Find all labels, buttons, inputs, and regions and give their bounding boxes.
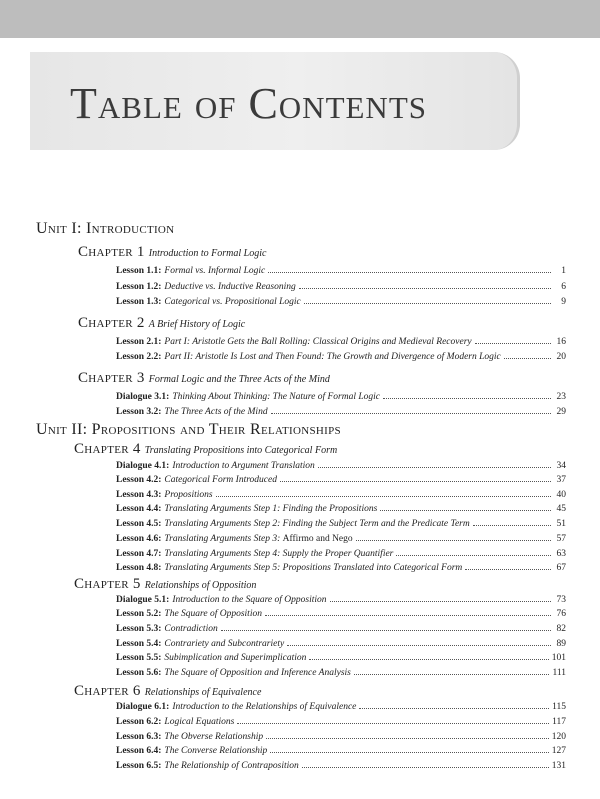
entry-label: Lesson 2.2: xyxy=(116,352,162,362)
chapter-heading xyxy=(78,314,245,332)
entry-title: The Square of Opposition and Inference Analysis xyxy=(164,668,351,678)
entry-title: The Three Acts of the Mind xyxy=(164,407,268,417)
entry-title: Thinking About Thinking: The Nature of Formal Logic xyxy=(172,392,380,402)
page-number: 57 xyxy=(556,534,566,544)
entry-label: Lesson 2.1: xyxy=(116,337,162,347)
toc-entry[interactable] xyxy=(116,728,566,742)
dot-leader xyxy=(304,303,551,304)
page-number: 51 xyxy=(556,519,566,529)
entry-title: Introduction to the Square of Opposition xyxy=(172,595,327,605)
dot-leader xyxy=(465,569,551,570)
dot-leader xyxy=(309,659,548,660)
entry-label: Dialogue 4.1: xyxy=(116,461,170,471)
entry-label: Lesson 6.5: xyxy=(116,761,162,771)
entry-label: Lesson 4.7: xyxy=(116,549,162,559)
toc-entry[interactable] xyxy=(116,757,566,771)
entry-title: The Obverse Relationship xyxy=(164,732,264,742)
entry-title: Part I: Aristotle Gets the Ball Rolling: Classical Origins and Medieval Recovery xyxy=(164,337,472,347)
entry-label: Lesson 5.4: xyxy=(116,639,162,649)
dot-leader xyxy=(318,467,551,468)
entry-title-italic: Translating Arguments Step 3: xyxy=(164,534,281,544)
entry-title: Deductive vs. Inductive Reasoning xyxy=(164,282,296,292)
page-number: 23 xyxy=(556,392,566,402)
page-number: 6 xyxy=(561,282,566,292)
dot-leader xyxy=(216,496,551,497)
toc-entry[interactable] xyxy=(116,635,566,649)
dot-leader xyxy=(237,723,549,724)
entry-title-upright: Affirmo and Nego xyxy=(282,534,353,544)
page-title: Table of Contents xyxy=(70,79,427,128)
toc-entry[interactable] xyxy=(116,278,566,292)
entry-label: Lesson 5.3: xyxy=(116,624,162,634)
dot-leader xyxy=(383,398,551,399)
entry-title: The Square of Opposition xyxy=(164,609,262,619)
dot-leader xyxy=(504,358,551,359)
entry-label: Lesson 5.2: xyxy=(116,609,162,619)
page-number: 120 xyxy=(551,732,566,742)
chapter-title: Translating Propositions into Categorical Form xyxy=(144,445,338,456)
dot-leader xyxy=(266,738,549,739)
entry-label: Dialogue 3.1: xyxy=(116,392,170,402)
toc-entry[interactable] xyxy=(116,530,566,544)
dot-leader xyxy=(330,601,551,602)
page-number: 37 xyxy=(556,475,566,485)
page-number: 89 xyxy=(556,639,566,649)
dot-leader xyxy=(268,272,551,273)
toc-entry[interactable] xyxy=(116,293,566,307)
chapter-title: Formal Logic and the Three Acts of the Mind xyxy=(148,374,330,385)
dot-leader xyxy=(265,615,551,616)
entry-title: Categorical Form Introduced xyxy=(164,475,277,485)
page-number: 117 xyxy=(552,717,566,727)
toc-entry[interactable] xyxy=(116,457,566,471)
page-number: 115 xyxy=(552,702,566,712)
entry-label: Lesson 6.3: xyxy=(116,732,162,742)
toc-entry[interactable] xyxy=(116,262,566,276)
entry-label: Lesson 5.6: xyxy=(116,668,162,678)
toc-entry[interactable] xyxy=(116,545,566,559)
entry-title: The Relationship of Contraposition xyxy=(164,761,299,771)
dot-leader xyxy=(302,767,549,768)
page-number: 111 xyxy=(552,668,566,678)
toc-entry[interactable] xyxy=(116,742,566,756)
entry-label: Lesson 4.8: xyxy=(116,563,162,573)
entry-title: Logical Equations xyxy=(164,717,235,727)
entry-title: Translating Arguments Step 4: Supply the Proper Quantifier xyxy=(164,549,394,559)
dot-leader xyxy=(271,413,551,414)
entry-label: Lesson 4.4: xyxy=(116,504,162,514)
dot-leader xyxy=(380,510,551,511)
dot-leader xyxy=(396,555,551,556)
toc-entry[interactable] xyxy=(116,515,566,529)
page-number: 29 xyxy=(556,407,566,417)
entry-title: Subimplication and Superimplication xyxy=(164,653,307,663)
chapter-heading xyxy=(78,243,266,261)
entry-title: Categorical vs. Propositional Logic xyxy=(164,297,301,307)
chapter-heading xyxy=(74,440,337,458)
page-number: 131 xyxy=(551,761,566,771)
toc-entry[interactable] xyxy=(116,333,566,347)
chapter-number: Chapter 4 xyxy=(74,441,141,457)
dot-leader xyxy=(473,525,551,526)
toc-entry[interactable] xyxy=(116,620,566,634)
entry-title: Formal vs. Informal Logic xyxy=(164,266,266,276)
entry-title xyxy=(164,534,352,544)
entry-label: Lesson 4.3: xyxy=(116,490,162,500)
entry-label: Lesson 6.4: xyxy=(116,746,162,756)
toc-entry[interactable] xyxy=(116,403,566,417)
page-number: 40 xyxy=(556,490,566,500)
page-number: 63 xyxy=(556,549,566,559)
toc-entry[interactable] xyxy=(116,486,566,500)
dot-leader xyxy=(475,343,551,344)
unit-heading: Unit II: Propositions and Their Relationships xyxy=(36,421,341,438)
entry-label: Lesson 1.1: xyxy=(116,266,162,276)
page-number: 82 xyxy=(556,624,566,634)
unit-heading: Unit I: Introduction xyxy=(36,220,175,237)
toc-entry[interactable] xyxy=(116,649,566,663)
toc-entry[interactable] xyxy=(116,500,566,514)
entry-label: Lesson 5.5: xyxy=(116,653,162,663)
dot-leader xyxy=(354,674,550,675)
toc-entry[interactable] xyxy=(116,591,566,605)
entry-label: Dialogue 5.1: xyxy=(116,595,170,605)
dot-leader xyxy=(221,630,551,631)
toc-entry[interactable] xyxy=(116,559,566,573)
page-number: 45 xyxy=(556,504,566,514)
entry-title: Translating Arguments Step 2: Finding the Subject Term and the Predicate Term xyxy=(164,519,470,529)
chapter-title: Introduction to Formal Logic xyxy=(148,248,267,259)
entry-label: Lesson 6.2: xyxy=(116,717,162,727)
page-number: 101 xyxy=(551,653,566,663)
dot-leader xyxy=(359,708,549,709)
entry-title: Part II: Aristotle Is Lost and Then Found: The Growth and Divergence of Modern Logic xyxy=(164,352,501,362)
entry-label: Lesson 3.2: xyxy=(116,407,162,417)
toc-entry[interactable] xyxy=(116,605,566,619)
page-number: 1 xyxy=(561,266,566,276)
entry-title: Introduction to Argument Translation xyxy=(172,461,315,471)
dot-leader xyxy=(270,752,548,753)
page-number: 76 xyxy=(556,609,566,619)
entry-label: Lesson 4.6: xyxy=(116,534,162,544)
chapter-number: Chapter 1 xyxy=(78,244,145,260)
chapter-heading xyxy=(78,369,330,387)
dot-leader xyxy=(287,645,551,646)
dot-leader xyxy=(356,540,551,541)
dot-leader xyxy=(280,481,551,482)
chapter-title: Relationships of Equivalence xyxy=(144,687,262,698)
entry-title: Introduction to the Relationships of Equivalence xyxy=(172,702,357,712)
page-number: 9 xyxy=(561,297,566,307)
chapter-number: Chapter 2 xyxy=(78,315,145,331)
page-number: 34 xyxy=(556,461,566,471)
chapter-title: Relationships of Opposition xyxy=(144,580,257,591)
toc-entry[interactable] xyxy=(116,713,566,727)
page-number: 67 xyxy=(556,563,566,573)
toc-entry[interactable] xyxy=(116,388,566,402)
page-number: 20 xyxy=(556,352,566,362)
entry-label: Dialogue 6.1: xyxy=(116,702,170,712)
entry-label: Lesson 1.3: xyxy=(116,297,162,307)
entry-title: Contradiction xyxy=(164,624,218,634)
chapter-title: A Brief History of Logic xyxy=(148,319,246,330)
page-number: 73 xyxy=(556,595,566,605)
entry-title: Propositions xyxy=(164,490,213,500)
entry-title: Contrariety and Subcontrariety xyxy=(164,639,285,649)
page-number: 16 xyxy=(556,337,566,347)
entry-label: Lesson 1.2: xyxy=(116,282,162,292)
toc-entry[interactable] xyxy=(116,698,566,712)
page-number: 127 xyxy=(551,746,566,756)
entry-title: Translating Arguments Step 1: Finding the Propositions xyxy=(164,504,378,514)
entry-title: The Converse Relationship xyxy=(164,746,268,756)
entry-title: Translating Arguments Step 5: Propositions Translated into Categorical Form xyxy=(164,563,463,573)
toc-entry[interactable] xyxy=(116,664,566,678)
toc-entry[interactable] xyxy=(116,471,566,485)
toc-entry[interactable] xyxy=(116,348,566,362)
entry-label: Lesson 4.2: xyxy=(116,475,162,485)
chapter-number: Chapter 6 xyxy=(74,683,141,699)
chapter-number: Chapter 5 xyxy=(74,576,141,592)
chapter-number: Chapter 3 xyxy=(78,370,145,386)
dot-leader xyxy=(299,288,551,289)
entry-label: Lesson 4.5: xyxy=(116,519,162,529)
